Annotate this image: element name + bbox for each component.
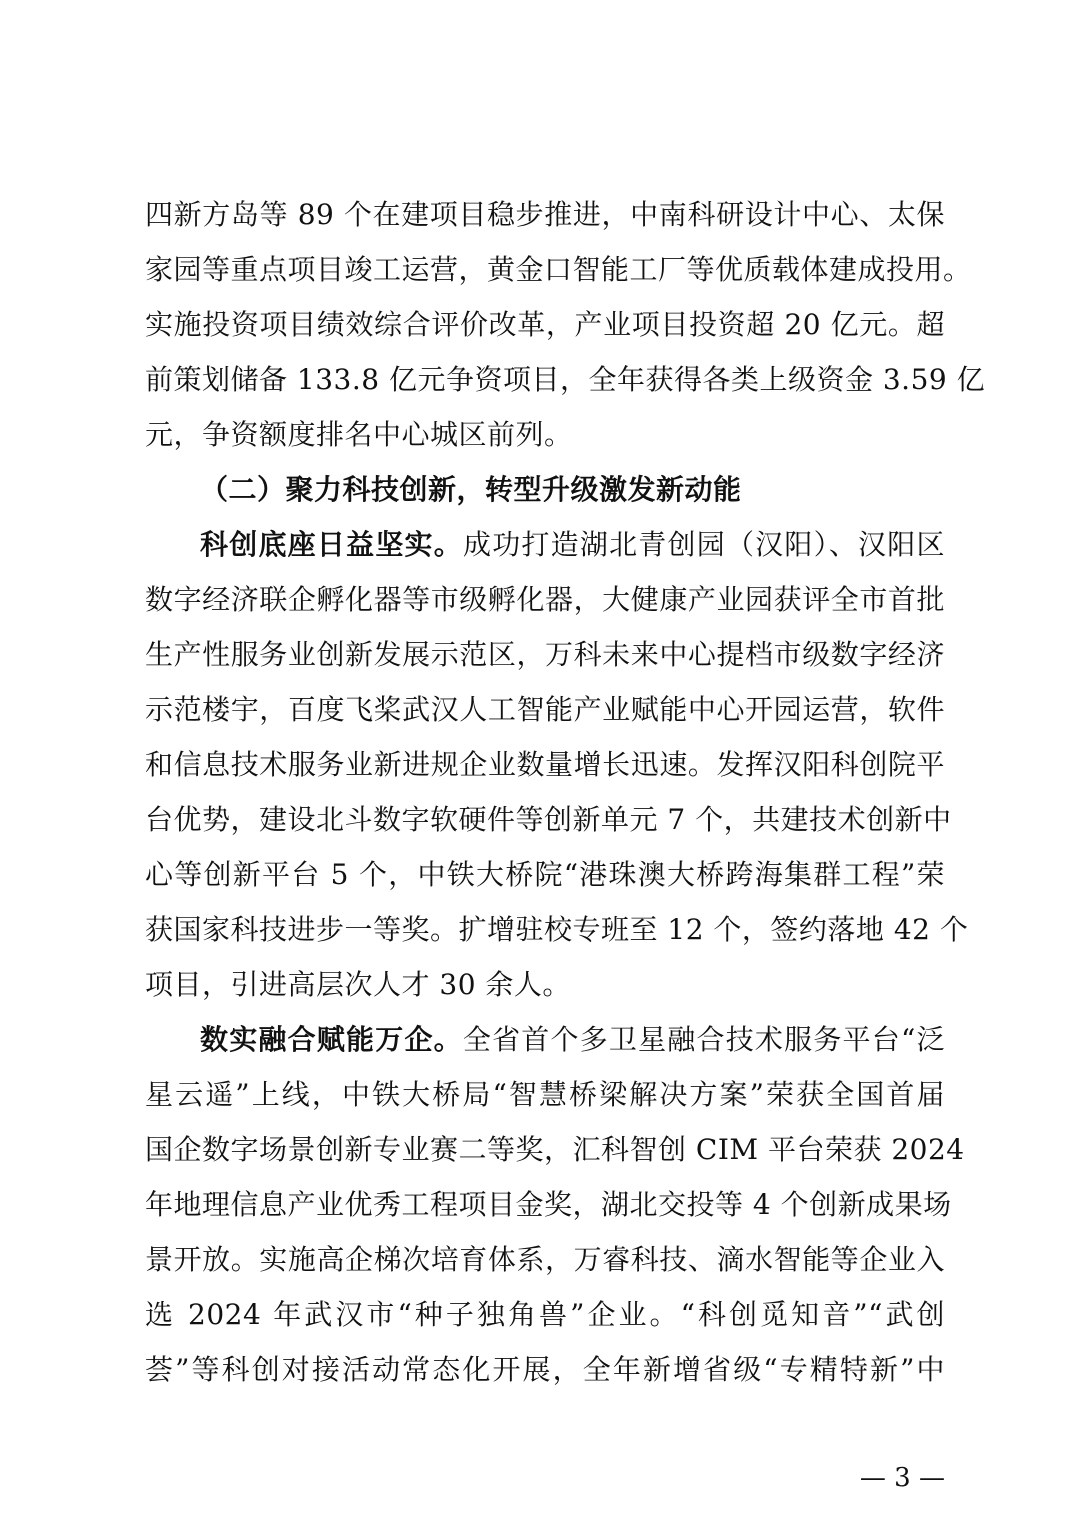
body-line: 台优势，建设北斗数字软硬件等创新单元 7 个，共建技术创新中 — [145, 803, 952, 836]
paragraph-text: 全省首个多卫星融合技术服务平台“泛 — [462, 1023, 945, 1056]
paragraph-lead: 数实融合赋能万企。 — [200, 1023, 463, 1056]
body-line: 前策划储备 133.8 亿元争资项目，全年获得各类上级资金 3.59 亿 — [145, 363, 986, 396]
body-line: 年地理信息产业优秀工程项目金奖，湖北交投等 4 个创新成果场 — [145, 1188, 952, 1221]
body-line: 项目，引进高层次人才 30 余人。 — [145, 968, 571, 1001]
body-line: 实施投资项目绩效综合评价改革，产业项目投资超 20 亿元。超 — [145, 308, 945, 341]
body-line: 国企数字场景创新专业赛二等奖，汇科智创 CIM 平台荣获 2024 — [145, 1133, 965, 1166]
body-line: 心等创新平台 5 个，中铁大桥院“港珠澳大桥跨海集群工程”荣 — [145, 858, 945, 891]
body-line: 和信息技术服务业新进规企业数量增长迅速。发挥汉阳科创院平 — [145, 748, 945, 781]
body-line: 生产性服务业创新发展示范区，万科未来中心提档市级数字经济 — [145, 638, 945, 671]
paragraph-lead: 科创底座日益坚实。 — [200, 528, 463, 561]
body-line: 家园等重点项目竣工运营，黄金口智能工厂等优质载体建成投用。 — [145, 253, 972, 286]
body-line: 数字经济联企孵化器等市级孵化器，大健康产业园获评全市首批 — [145, 583, 945, 616]
section-heading: （二）聚力科技创新，转型升级激发新动能 — [200, 473, 742, 506]
body-line: 示范楼宇，百度飞桨武汉人工智能产业赋能中心开园运营，软件 — [145, 693, 945, 726]
body-line: 获国家科技进步一等奖。扩增驻校专班至 12 个，签约落地 42 个 — [145, 913, 969, 946]
body-line: 四新方岛等 89 个在建项目稳步推进，中南科研设计中心、太保 — [145, 198, 945, 231]
body-line: 景开放。实施高企梯次培育体系，万睿科技、滴水智能等企业入 — [145, 1243, 945, 1276]
paragraph-first-line — [200, 525, 945, 565]
body-line: 元，争资额度排名中心城区前列。 — [145, 418, 573, 451]
body-line: 荟”等科创对接活动常态化开展，全年新增省级“专精特新”中 — [145, 1353, 945, 1386]
body-line: 星云遥”上线，中铁大桥局“智慧桥梁解决方案”荣获全国首届 — [145, 1078, 945, 1111]
paragraph-text: 成功打造湖北青创园（汉阳）、汉阳区 — [462, 528, 945, 561]
paragraph-first-line — [200, 1020, 945, 1060]
body-line: 选 2024 年武汉市“种子独角兽”企业。“科创觅知音”“武创 — [145, 1298, 945, 1331]
page-number: — 3 — — [859, 1463, 945, 1493]
